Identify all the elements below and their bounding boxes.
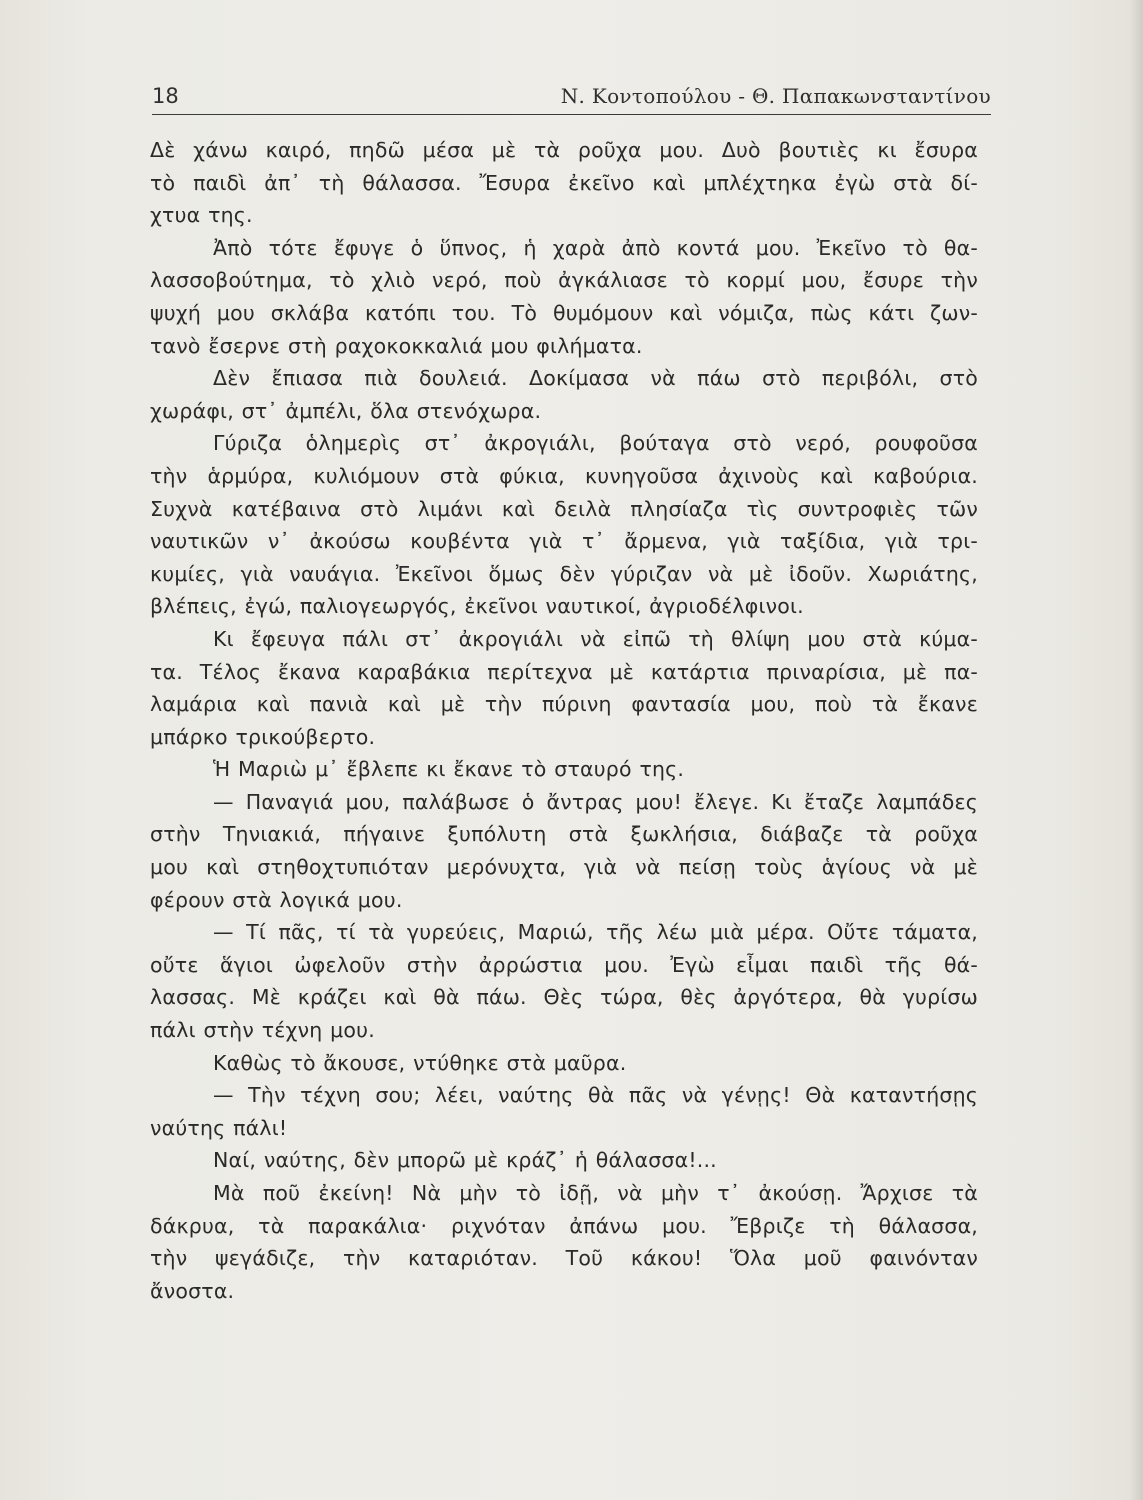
text-line: Ναί, ναύτης, δὲν μπορῶ μὲ κράζ᾽ ἡ θάλασσα!... [213, 1148, 717, 1173]
text-line: λασσας. Μὲ κράζει καὶ θὰ πάω. Θὲς τώρα, θὲς ἀργότερα, θὰ γυρίσω [150, 985, 978, 1010]
text-line: λαμάρια καὶ πανιὰ καὶ μὲ τὴν πύρινη φαντασία μου, ποὺ τὰ ἔκανε [150, 692, 978, 717]
text-line: — Τὴν τέχνη σου; λέει, ναύτης θὰ πᾶς νὰ γένῃς! Θὰ καταντήσῃς [213, 1083, 978, 1108]
text-line: μπάρκο τρικούβερτο. [150, 724, 376, 749]
text-line: φέρουν στὰ λογικά μου. [150, 887, 403, 912]
text-line: Δὲ χάνω καιρό, πηδῶ μέσα μὲ τὰ ροῦχα μου. Δυὸ βουτιὲς κι ἔσυρα [150, 138, 978, 162]
page-number: 18 [152, 84, 179, 108]
text-line: οὔτε ἅγιοι ὠφελοῦν στὴν ἀρρώστια μου. Ἐγὼ εἶμαι παιδὶ τῆς θά- [150, 952, 978, 977]
text-line: — Παναγιά μου, παλάβωσε ὁ ἄντρας μου! ἔλεγε. Κι ἔταζε λαμπάδες [213, 789, 978, 814]
text-line: χωράφι, στ᾽ ἀμπέλι, ὅλα στενόχωρα. [150, 398, 542, 423]
text-line: Κι ἔφευγα πάλι στ᾽ ἀκρογιάλι νὰ εἰπῶ τὴ θλίψη μου στὰ κύμα- [213, 626, 978, 651]
body-text [150, 134, 978, 1307]
text-line: τὴν ψεγάδιζε, τὴν καταριόταν. Τοῦ κάκου! Ὅλα μοῦ φαινόνταν [150, 1246, 978, 1271]
page-edge-shadow [1129, 0, 1143, 1500]
page-header [152, 78, 991, 115]
text-line: τὸ παιδὶ ἀπ᾽ τὴ θάλασσα. Ἔσυρα ἐκεῖνο καὶ μπλέχτηκα ἐγὼ στὰ δί- [150, 170, 978, 195]
text-line: Ἀπὸ τότε ἔφυγε ὁ ὕπνος, ἡ χαρὰ ἀπὸ κοντά μου. Ἐκεῖνο τὸ θα- [213, 235, 978, 260]
text-line: στὴν Τηνιακιά, πήγαινε ξυπόλυτη στὰ ξωκλήσια, διάβαζε τὰ ροῦχα [150, 822, 978, 847]
text-line: βλέπεις, ἐγώ, παλιογεωργός, ἐκεῖνοι ναυτικοί, ἀγριοδέλφινοι. [150, 594, 804, 619]
text-line: τα. Τέλος ἔκανα καραβάκια περίτεχνα μὲ κατάρτια πριναρίσια, μὲ πα- [150, 659, 978, 684]
text-line: ψυχή μου σκλάβα κατόπι του. Τὸ θυμόμουν καὶ νόμιζα, πὼς κάτι ζων- [150, 300, 978, 325]
text-line: τανὸ ἔσερνε στὴ ραχοκοκκαλιά μου φιλήματα. [150, 333, 643, 358]
text-line: Γύριζα ὁλημερὶς στ᾽ ἀκρογιάλι, βούταγα στὸ νερό, ρουφοῦσα [213, 431, 978, 456]
text-line: λασσοβούτημα, τὸ χλιὸ νερό, ποὺ ἀγκάλιασε τὸ κορμί μου, ἔσυρε τὴν [150, 268, 978, 293]
text-line: Μὰ ποῦ ἐκείνη! Νὰ μὴν τὸ ἰδῇ, νὰ μὴν τ᾽ ἀκούσῃ. Ἄρχισε τὰ [213, 1181, 978, 1205]
text-line: Συχνὰ κατέβαινα στὸ λιμάνι καὶ δειλὰ πλησίαζα τὶς συντροφιὲς τῶν [150, 496, 978, 521]
text-line: χτυα της. [150, 203, 253, 228]
text-line: πάλι στὴν τέχνη μου. [150, 1018, 375, 1043]
text-line: Καθὼς τὸ ἄκουσε, ντύθηκε στὰ μαῦρα. [213, 1050, 627, 1075]
text-line: τὴν ἁρμύρα, κυλιόμουν στὰ φύκια, κυνηγοῦσα ἀχινοὺς καὶ καβούρια. [150, 463, 978, 488]
text-line: κυμίες, γιὰ ναυάγια. Ἐκεῖνοι ὅμως δὲν γύριζαν νὰ μὲ ἰδοῦν. Χωριάτης, [150, 561, 978, 586]
text-line: δάκρυα, τὰ παρακάλια· ριχνόταν ἀπάνω μου. Ἔβριζε τὴ θάλασσα, [150, 1213, 978, 1238]
text-line: Δὲν ἔπιασα πιὰ δουλειά. Δοκίμασα νὰ πάω στὸ περιβόλι, στὸ [213, 366, 978, 391]
text-line: ἄνοστα. [150, 1278, 235, 1303]
text-line: Ἡ Μαριὼ μ᾽ ἔβλεπε κι ἔκανε τὸ σταυρό της. [213, 757, 685, 782]
text-line: ναύτης πάλι! [150, 1115, 288, 1140]
text-line: ναυτικῶν ν᾽ ἀκούσω κουβέντα γιὰ τ᾽ ἄρμενα, γιὰ ταξίδια, γιὰ τρι- [150, 529, 978, 554]
text-line: — Τί πᾶς, τί τὰ γυρεύεις, Μαριώ, τῆς λέω μιὰ μέρα. Οὔτε τάματα, [213, 920, 978, 945]
text-line: μου καὶ στηθοχτυπιόταν μερόνυχτα, γιὰ νὰ πείσῃ τοὺς ἁγίους νὰ μὲ [150, 855, 978, 880]
running-head: Ν. Κοντοπούλου - Θ. Παπακωνσταντίνου [560, 84, 991, 108]
